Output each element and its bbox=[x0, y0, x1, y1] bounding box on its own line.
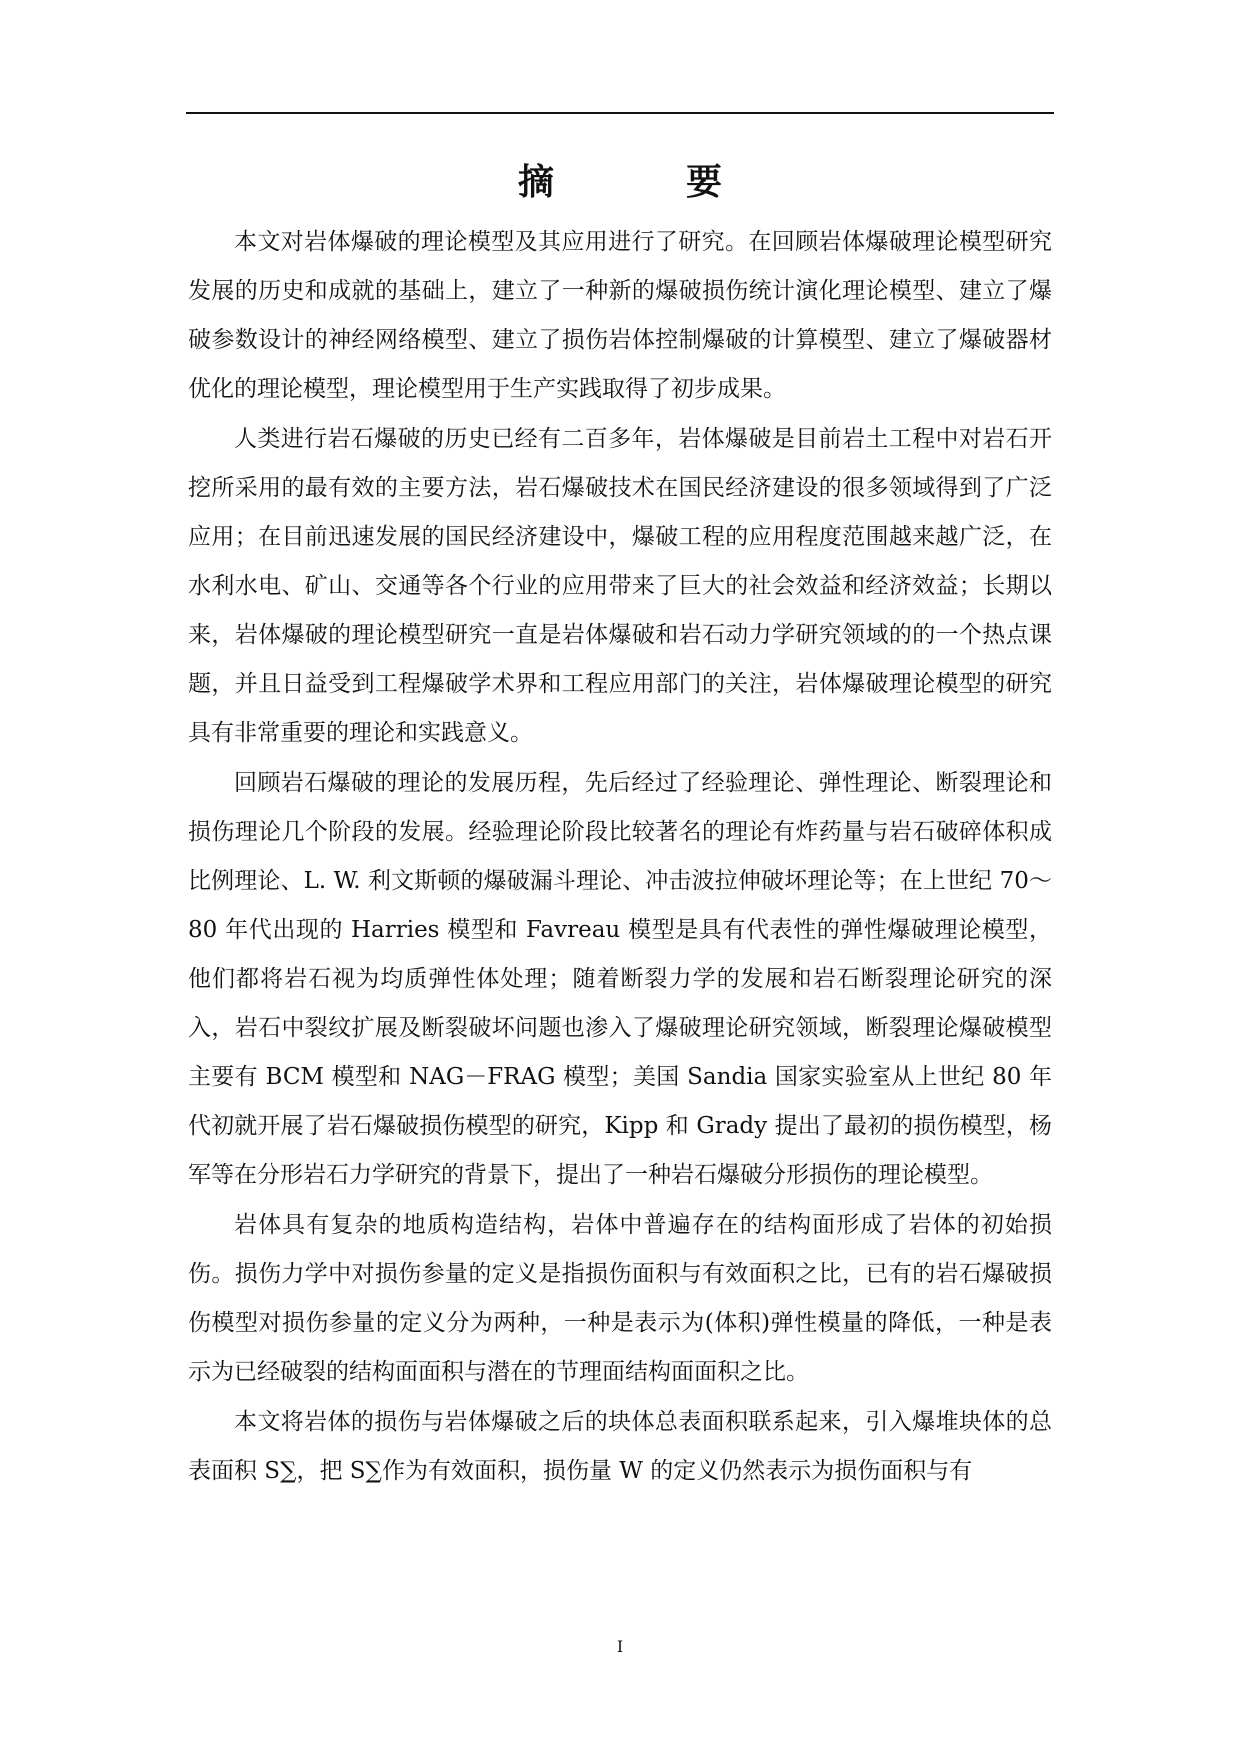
page-number: I bbox=[616, 1637, 624, 1656]
page-title: 摘 要 bbox=[517, 161, 770, 203]
paragraph: 岩体具有复杂的地质构造结构，岩体中普遍存在的结构面形成了岩体的初始损伤。损伤力学中对损伤参量的定义是指损伤面积与有效面积之比，已有的岩石爆破损伤模型对损伤参量的定义分为两种，一种是表示为(体积)弹性模量的降低，一种是表示为已经破裂的结构面面积与潜在的节理面结构面面积之比。 bbox=[188, 1212, 1052, 1385]
paragraph: 人类进行岩石爆破的历史已经有二百多年，岩体爆破是目前岩土工程中对岩石开挖所采用的最有效的主要方法，岩石爆破技术在国民经济建设的很多领域得到了广泛应用；在目前迅速发展的国民经济建设中，爆破工程的应用程度范围越来越广泛，在水利水电、矿山、交通等各个行业的应用带来了巨大的社会效益和经济效益；长期以来，岩体爆破的理论模型研究一直是岩体爆破和岩石动力学研究领域的的一个热点课题，并且日益受到工程爆破学术界和工程应用部门的关注，岩体爆破理论模型的研究具有非常重要的理论和实践意义。 bbox=[188, 426, 1052, 746]
paragraph: 本文将岩体的损伤与岩体爆破之后的块体总表面积联系起来，引入爆堆块体的总表面积 S∑，把 S∑作为有效面积，损伤量 W 的定义仍然表示为损伤面积与有 bbox=[188, 1409, 1052, 1484]
abstract-body bbox=[188, 218, 1052, 1497]
paragraph: 本文对岩体爆破的理论模型及其应用进行了研究。在回顾岩体爆破理论模型研究发展的历史和成就的基础上，建立了一种新的爆破损伤统计演化理论模型、建立了爆破参数设计的神经网络模型、建立了损伤岩体控制爆破的计算模型、建立了爆破器材优化的理论模型，理论模型用于生产实践取得了初步成果。 bbox=[188, 229, 1052, 402]
paragraph: 回顾岩石爆破的理论的发展历程，先后经过了经验理论、弹性理论、断裂理论和损伤理论几个阶段的发展。经验理论阶段比较著名的理论有炸药量与岩石破碎体积成比例理论、L. W. 利文斯顿的爆破漏斗理论、冲击波拉伸破坏理论等；在上世纪 70～80 年代出现的 Harries 模型和 Favreau 模型是具有代表性的弹性爆破理论模型，他们都将岩石视为均质弹性体处理；随着断裂力学的发展和岩石断裂理论研究的深入，岩石中裂纹扩展及断裂破坏问题也渗入了爆破理论研究领域，断裂理论爆破模型主要有 BCM 模型和 NAG－FRAG 模型；美国 Sandia 国家实验室从上世纪 80 年代初就开展了岩石爆破损伤模型的研究，Kipp 和 Grady 提出了最初的损伤模型，杨军等在分形岩石力学研究的背景下，提出了一种岩石爆破分形损伤的理论模型。 bbox=[188, 770, 1052, 1188]
header-rule bbox=[186, 112, 1054, 114]
